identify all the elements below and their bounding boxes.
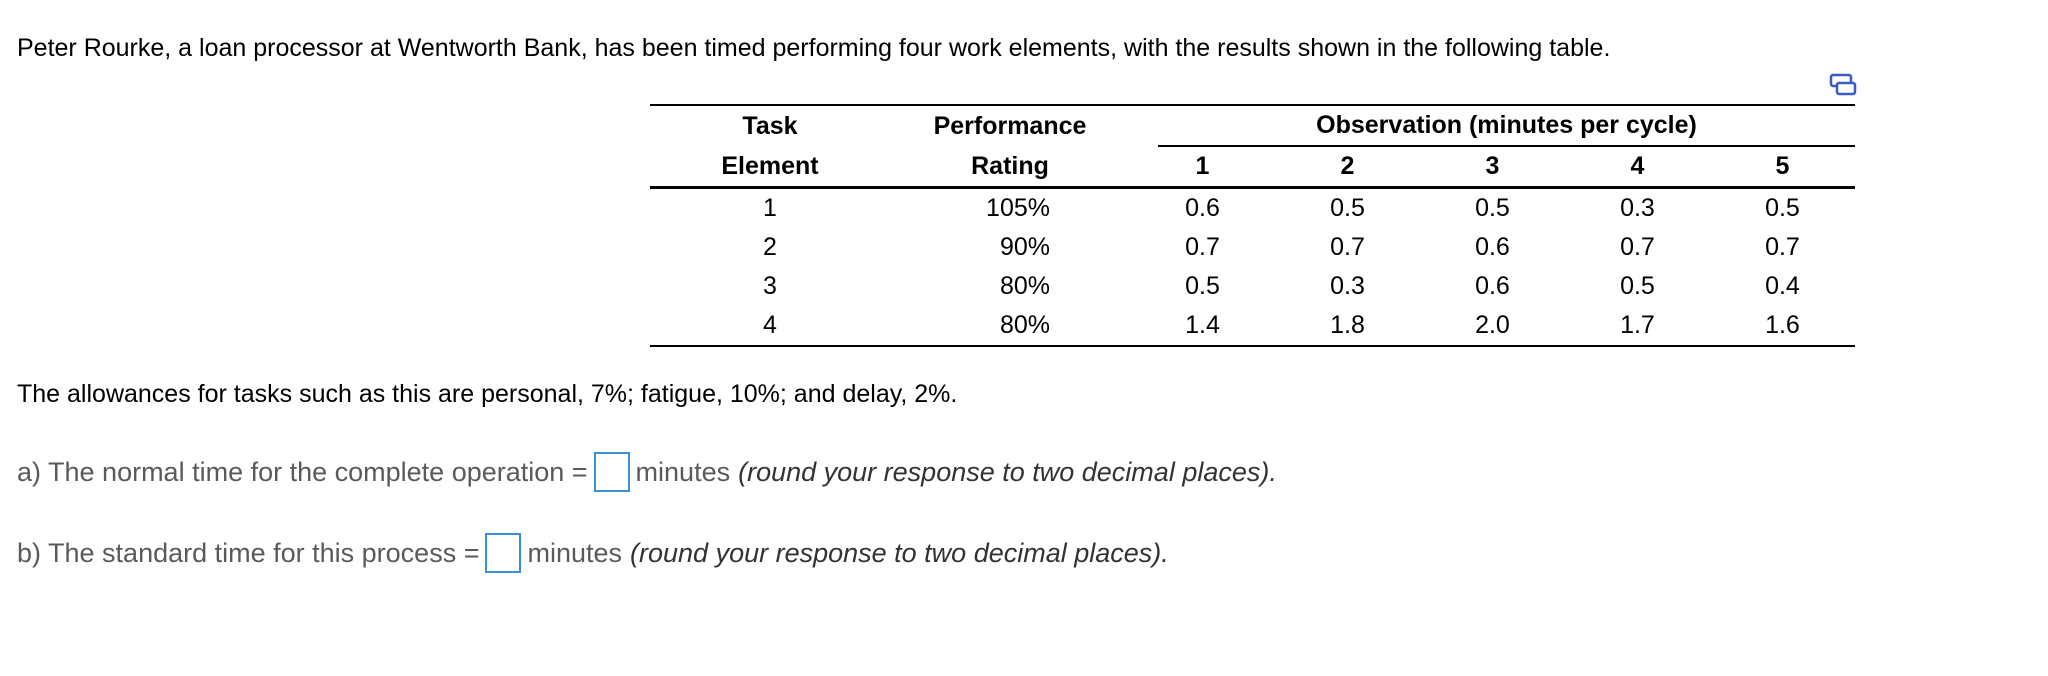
task-element: 2 [763,233,777,261]
normal-time-input[interactable] [594,452,630,492]
question-a [17,452,1277,492]
observation-cell: 0.7 [1330,233,1365,261]
task-element: 1 [763,194,777,222]
performance-rating: 80% [999,311,1050,339]
observation-group-label: Observation (minutes per cycle) [1158,106,1855,147]
observation-table [650,104,1855,347]
performance-rating: 90% [999,233,1050,261]
question-b-unit: minutes [527,537,623,568]
observation-cell: 1.6 [1710,306,1855,346]
intro-text: Peter Rourke, a loan processor at Wentworth Bank, has been timed performing four work elements, with the results shown in the following table. [17,34,1611,62]
question-a-prefix: a) The normal time for the complete operation = [17,456,588,487]
header-obs-3: 3 [1420,147,1565,188]
header-obs-4: 4 [1565,147,1710,188]
observation-cell: 0.6 [1475,272,1510,300]
observation-cell: 0.3 [1620,194,1655,222]
header-task: Task [650,105,890,147]
question-b [17,533,1169,573]
observation-cell: 0.5 [1620,272,1655,300]
table-row [650,228,1855,267]
table-row [650,188,1855,229]
observation-cell: 0.6 [1475,233,1510,261]
observation-cell: 1.4 [1130,306,1275,346]
observation-cell: 0.5 [1475,194,1510,222]
observation-cell: 0.7 [1185,233,1220,261]
table-row [650,267,1855,306]
header-performance: Performance [890,105,1130,147]
table-row [650,306,1855,346]
task-element: 3 [763,272,777,300]
header-observation-group [1130,105,1855,147]
task-element: 4 [650,306,890,346]
observation-cell: 0.6 [1185,194,1220,222]
header-obs-2: 2 [1275,147,1420,188]
header-obs-1: 1 [1130,147,1275,188]
copy-table-icon[interactable] [1829,72,1857,98]
header-element: Element [650,147,890,188]
observation-cell: 0.3 [1330,272,1365,300]
observation-cell: 0.5 [1765,194,1800,222]
question-b-prefix: b) The standard time for this process = [17,537,480,568]
standard-time-input[interactable] [485,533,521,573]
observation-cell: 0.4 [1765,272,1800,300]
performance-rating: 80% [999,272,1050,300]
observation-cell: 0.7 [1620,233,1655,261]
performance-rating: 105% [986,194,1050,222]
allowances-text: The allowances for tasks such as this are personal, 7%; fatigue, 10%; and delay, 2%. [17,380,958,408]
observation-cell: 1.7 [1565,306,1710,346]
observation-cell: 0.5 [1330,194,1365,222]
question-a-note: (round your response to two decimal places). [738,456,1277,487]
question-a-unit: minutes [635,456,731,487]
header-obs-5: 5 [1710,147,1855,188]
observation-cell: 0.5 [1185,272,1220,300]
observation-cell: 0.7 [1765,233,1800,261]
question-b-note: (round your response to two decimal places). [630,537,1169,568]
observation-cell: 2.0 [1420,306,1565,346]
header-rating: Rating [890,147,1130,188]
observation-cell: 1.8 [1275,306,1420,346]
